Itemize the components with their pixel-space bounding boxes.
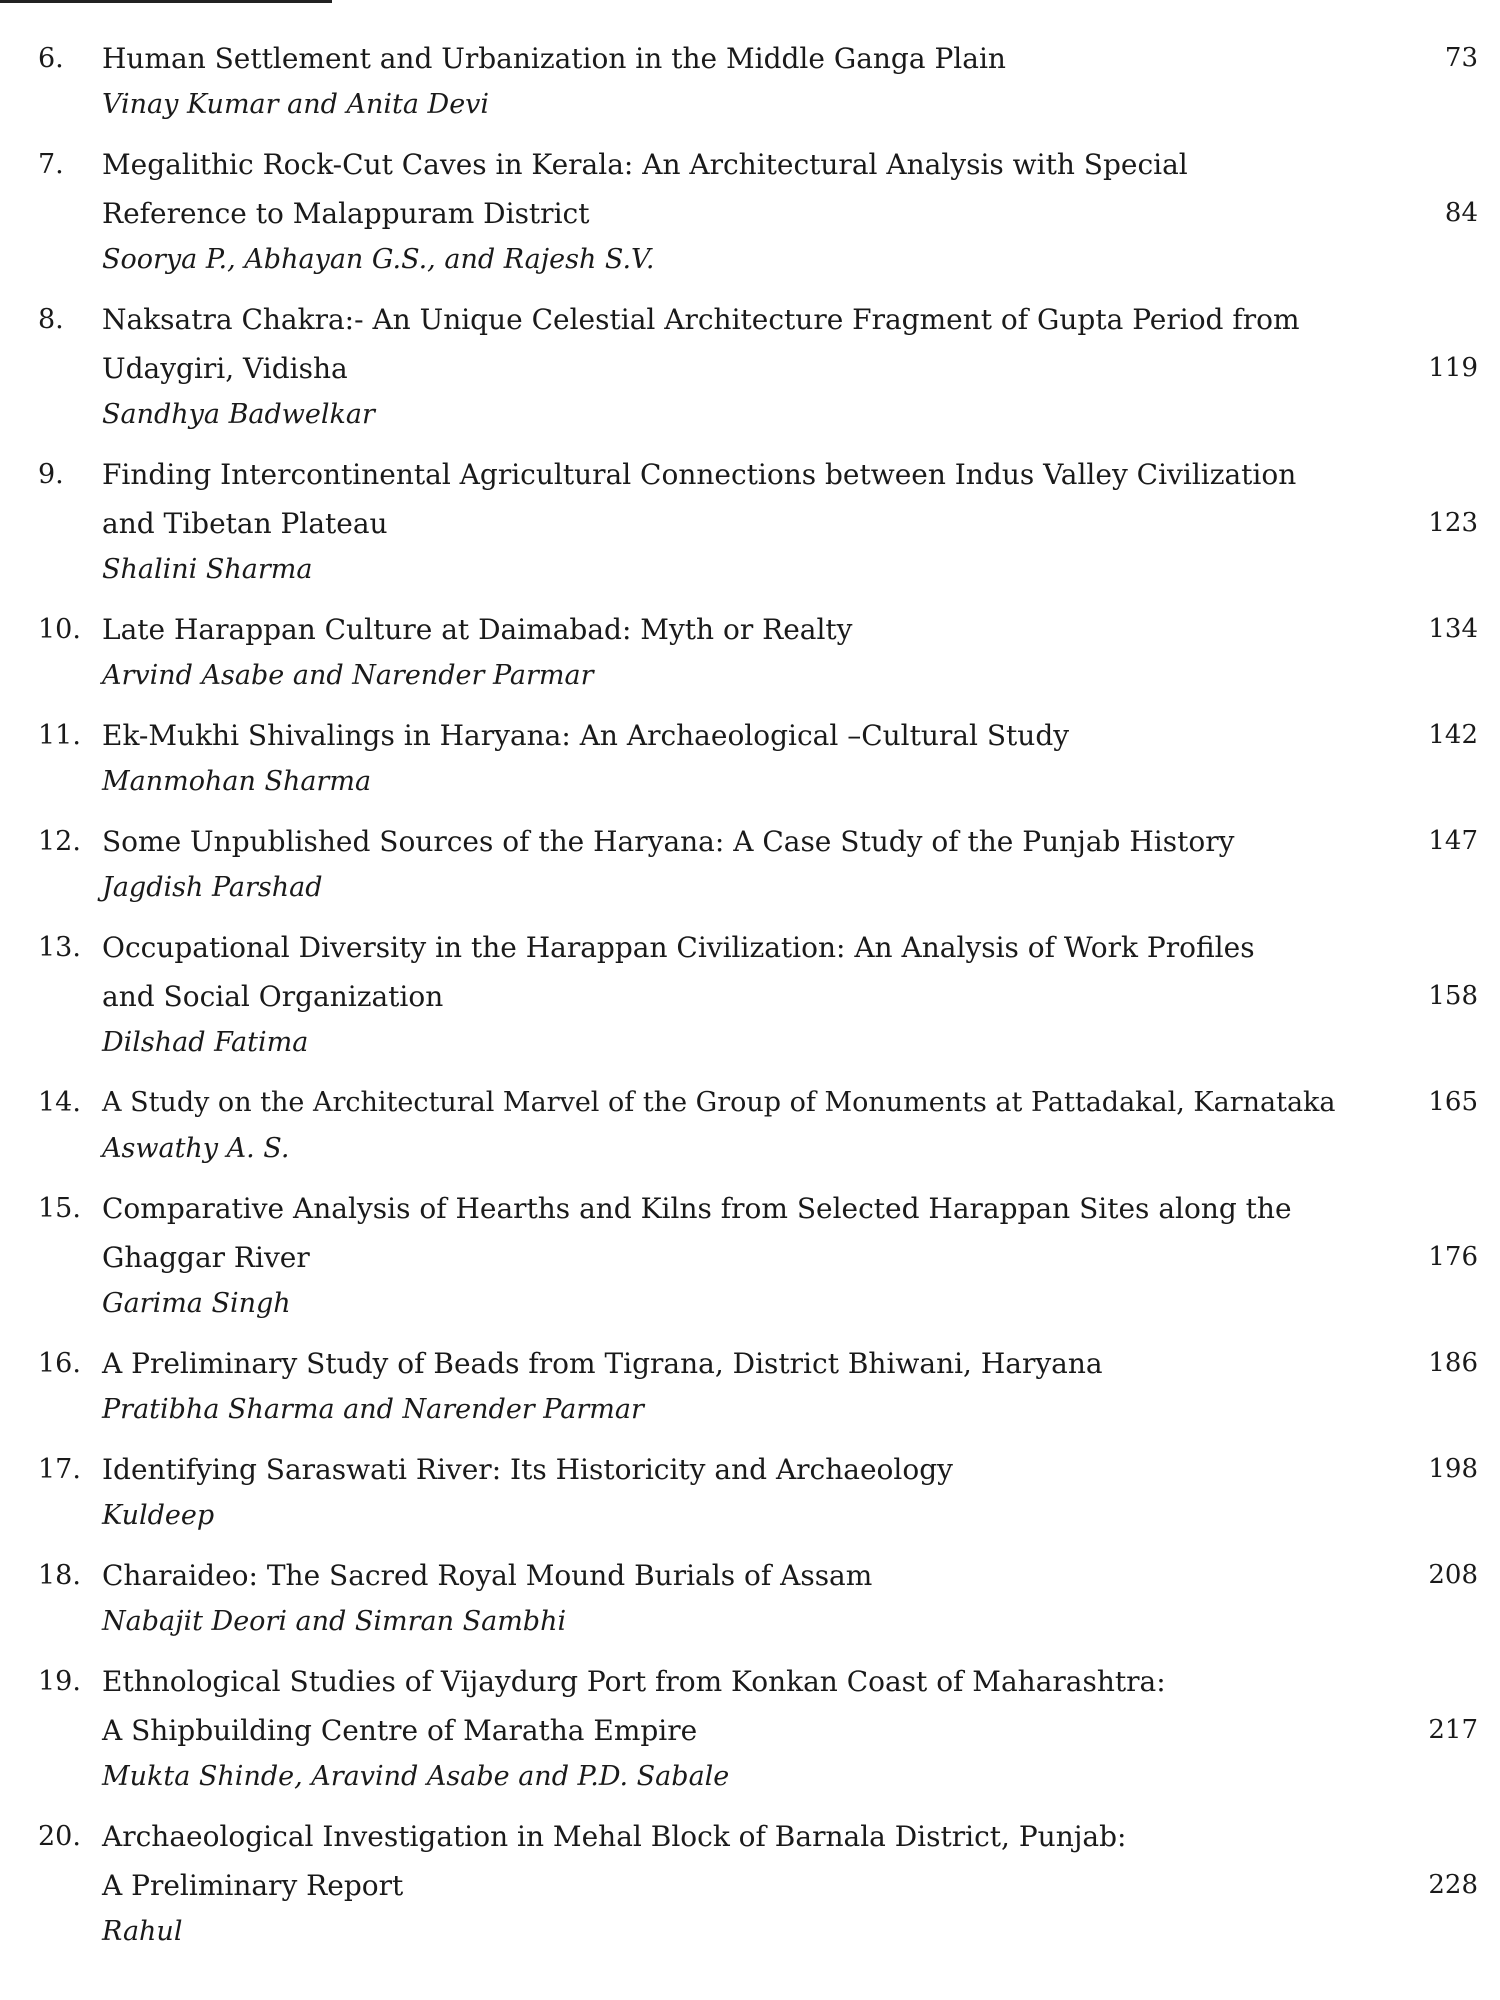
- toc-entry[interactable]: [0, 923, 1500, 1064]
- entry-authors: Sandhya Badwelkar: [102, 399, 375, 430]
- entry-title: [102, 1078, 1372, 1127]
- toc-entry[interactable]: [0, 1812, 1500, 1953]
- entry-body: [102, 817, 1372, 909]
- entry-title: [102, 450, 1372, 548]
- top-rule: [0, 0, 332, 3]
- entry-number: 7.: [38, 149, 64, 180]
- title-line: A Preliminary Report: [102, 1869, 404, 1902]
- title-line: Charaideo: The Sacred Royal Mound Burials of Assam: [102, 1559, 873, 1592]
- toc-entry[interactable]: [0, 1339, 1500, 1431]
- entry-body: [102, 711, 1372, 803]
- entry-title: [102, 1184, 1372, 1282]
- entry-number: 13.: [38, 932, 81, 963]
- entry-authors: Soorya P., Abhayan G.S., and Rajesh S.V.: [102, 244, 655, 275]
- entry-page-number: 228: [1428, 1870, 1478, 1900]
- toc-entry[interactable]: [0, 1551, 1500, 1643]
- title-line: Naksatra Chakra:- An Unique Celestial Architecture Fragment of Gupta Period from: [102, 303, 1300, 336]
- toc-entry[interactable]: [0, 605, 1500, 697]
- entry-page-number: 186: [1428, 1348, 1478, 1378]
- entry-body: [102, 1551, 1372, 1643]
- entry-page-number: 84: [1444, 198, 1478, 228]
- toc-entry[interactable]: [0, 1078, 1500, 1170]
- entry-title: [102, 1339, 1372, 1388]
- toc-entry[interactable]: [0, 1657, 1500, 1798]
- entry-authors: Garima Singh: [102, 1288, 291, 1319]
- entry-body: [102, 923, 1372, 1064]
- entry-page-number: 142: [1428, 720, 1478, 750]
- entry-number: 14.: [38, 1087, 81, 1118]
- entry-number: 11.: [38, 720, 81, 751]
- toc-entry[interactable]: [0, 450, 1500, 591]
- title-line: Finding Intercontinental Agricultural Connections between Indus Valley Civilization: [102, 458, 1297, 491]
- entry-number: 10.: [38, 614, 81, 645]
- entry-body: [102, 34, 1372, 126]
- entry-title: [102, 1445, 1372, 1494]
- entry-body: [102, 1657, 1372, 1798]
- entry-body: [102, 1078, 1372, 1170]
- toc-entry[interactable]: [0, 34, 1500, 126]
- title-line: Late Harappan Culture at Daimabad: Myth or Realty: [102, 613, 853, 646]
- entry-authors: Dilshad Fatima: [102, 1027, 309, 1058]
- entry-authors: Rahul: [102, 1916, 183, 1947]
- toc-entry[interactable]: [0, 1184, 1500, 1325]
- entry-number: 15.: [38, 1193, 81, 1224]
- title-line: Identifying Saraswati River: Its Historicity and Archaeology: [102, 1453, 953, 1486]
- entry-title: [102, 817, 1372, 866]
- entry-authors: Arvind Asabe and Narender Parmar: [102, 660, 594, 691]
- entry-title: [102, 923, 1372, 1021]
- entry-title: [102, 140, 1372, 238]
- title-line: A Preliminary Study of Beads from Tigrana, District Bhiwani, Haryana: [102, 1347, 1103, 1380]
- entry-number: 18.: [38, 1560, 81, 1591]
- toc-entry[interactable]: [0, 295, 1500, 436]
- entry-body: [102, 450, 1372, 591]
- entry-authors: Pratibha Sharma and Narender Parmar: [102, 1394, 644, 1425]
- title-line: Reference to Malappuram District: [102, 197, 590, 230]
- entry-authors: Manmohan Sharma: [102, 766, 372, 797]
- entry-title: [102, 1657, 1372, 1755]
- entry-page-number: 198: [1428, 1454, 1478, 1484]
- title-line: Occupational Diversity in the Harappan Civilization: An Analysis of Work Profiles: [102, 931, 1255, 964]
- entry-number: 8.: [38, 304, 64, 335]
- entry-number: 16.: [38, 1348, 81, 1379]
- entry-authors: Mukta Shinde, Aravind Asabe and P.D. Sabale: [102, 1761, 730, 1792]
- entry-title: [102, 1551, 1372, 1600]
- table-of-contents: [0, 34, 1500, 1967]
- entry-title: [102, 295, 1372, 393]
- title-line: Comparative Analysis of Hearths and Kilns from Selected Harappan Sites along the: [102, 1192, 1292, 1225]
- toc-entry[interactable]: [0, 817, 1500, 909]
- entry-number: 6.: [38, 43, 64, 74]
- entry-authors: Kuldeep: [102, 1500, 215, 1531]
- title-line: and Social Organization: [102, 980, 444, 1013]
- entry-page-number: 147: [1428, 826, 1478, 856]
- title-line: A Shipbuilding Centre of Maratha Empire: [102, 1714, 698, 1747]
- entry-body: [102, 1184, 1372, 1325]
- entry-authors: Vinay Kumar and Anita Devi: [102, 89, 490, 120]
- entry-page-number: 119: [1428, 353, 1478, 383]
- entry-title: [102, 1812, 1372, 1910]
- toc-entry[interactable]: [0, 1445, 1500, 1537]
- title-line: Human Settlement and Urbanization in the Middle Ganga Plain: [102, 42, 1006, 75]
- entry-authors: Nabajit Deori and Simran Sambhi: [102, 1606, 567, 1637]
- entry-authors: Shalini Sharma: [102, 554, 313, 585]
- title-line: A Study on the Architectural Marvel of the Group of Monuments at Pattadakal, Karnataka: [102, 1087, 1336, 1118]
- entry-body: [102, 1339, 1372, 1431]
- title-line: Archaeological Investigation in Mehal Block of Barnala District, Punjab:: [102, 1820, 1127, 1853]
- toc-entry[interactable]: [0, 711, 1500, 803]
- entry-title: [102, 34, 1372, 83]
- entry-authors: Aswathy A. S.: [102, 1133, 290, 1164]
- entry-page-number: 134: [1428, 614, 1478, 644]
- entry-body: [102, 140, 1372, 281]
- entry-page-number: 176: [1428, 1242, 1478, 1272]
- entry-title: [102, 711, 1372, 760]
- title-line: Ethnological Studies of Vijaydurg Port from Konkan Coast of Maharashtra:: [102, 1665, 1166, 1698]
- entry-page-number: 208: [1428, 1560, 1478, 1590]
- entry-page-number: 73: [1444, 43, 1478, 73]
- entry-body: [102, 295, 1372, 436]
- entry-body: [102, 1812, 1372, 1953]
- entry-body: [102, 605, 1372, 697]
- entry-page-number: 217: [1428, 1715, 1478, 1745]
- title-line: Udaygiri, Vidisha: [102, 352, 348, 385]
- entry-title: [102, 605, 1372, 654]
- title-line: Some Unpublished Sources of the Haryana: A Case Study of the Punjab History: [102, 825, 1235, 858]
- entry-page-number: 158: [1428, 981, 1478, 1011]
- entry-page-number: 165: [1428, 1087, 1478, 1117]
- entry-number: 17.: [38, 1454, 81, 1485]
- title-line: and Tibetan Plateau: [102, 507, 388, 540]
- title-line: Ek-Mukhi Shivalings in Haryana: An Archaeological –Cultural Study: [102, 719, 1070, 752]
- title-line: Megalithic Rock-Cut Caves in Kerala: An Architectural Analysis with Special: [102, 148, 1188, 181]
- entry-authors: Jagdish Parshad: [102, 872, 323, 903]
- entry-page-number: 123: [1428, 508, 1478, 538]
- entry-number: 20.: [38, 1821, 81, 1852]
- entry-number: 12.: [38, 826, 81, 857]
- toc-entry[interactable]: [0, 140, 1500, 281]
- entry-number: 19.: [38, 1666, 81, 1697]
- entry-body: [102, 1445, 1372, 1537]
- title-line: Ghaggar River: [102, 1241, 310, 1274]
- entry-number: 9.: [38, 459, 64, 490]
